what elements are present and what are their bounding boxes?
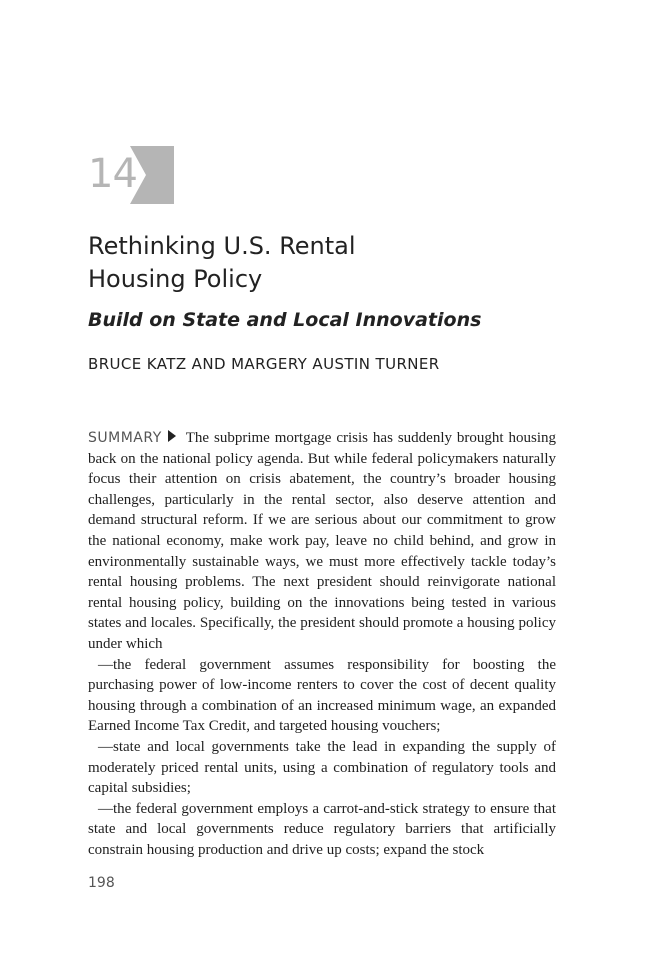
chapter-arrow-icon (130, 146, 174, 204)
summary-paragraph (88, 428, 556, 655)
chapter-title-line-2: Housing Policy (88, 265, 263, 293)
chapter-title-line-1: Rethinking U.S. Rental (88, 232, 356, 260)
summary-item-2: —state and local governments take the lead in expanding the supply of moderately priced rental units, using a combination of regulatory tools and capital subsidies; (88, 738, 556, 797)
authors: BRUCE KATZ AND MARGERY AUSTIN TURNER (88, 355, 440, 373)
summary-item-1: —the federal government assumes responsibility for boosting the purchasing power of low-income renters to cover the cost of decent quality housing through a combination of an increased minimum wage, an expanded Earned Income Tax Credit, and targeted housing vouchers; (88, 656, 556, 735)
summary-arrow-icon (168, 430, 176, 442)
chapter-subtitle: Build on State and Local Innovations (88, 309, 482, 331)
chapter-number: 14 (88, 151, 137, 197)
chapter-title (88, 230, 568, 296)
summary-section (88, 428, 556, 860)
summary-item-3: —the federal government employs a carrot-and-stick strategy to ensure that state and local governments reduce regulatory barriers that artificially constrain housing production and drive up costs; expand the stock (88, 800, 556, 858)
page-number: 198 (88, 875, 115, 891)
summary-label: SUMMARY (88, 430, 162, 446)
summary-text: The subprime mortgage crisis has suddenly brought housing back on the national policy agenda. But while federal policymakers naturally focus their attention on crisis abatement, the country’s broader housing challenges, particularly in the rental sector, also deserve attention and demand structural reform. If we are serious about our commitment to grow the national economy, make work pay, leave no child behind, and grow in environmentally sustainable ways, we must more effectively tackle today’s rental housing problems. The next president should reinvigorate national rental housing policy, building on the innovations being tested in various states and locales. Specifically, the president should promote a housing policy under which (88, 430, 556, 652)
